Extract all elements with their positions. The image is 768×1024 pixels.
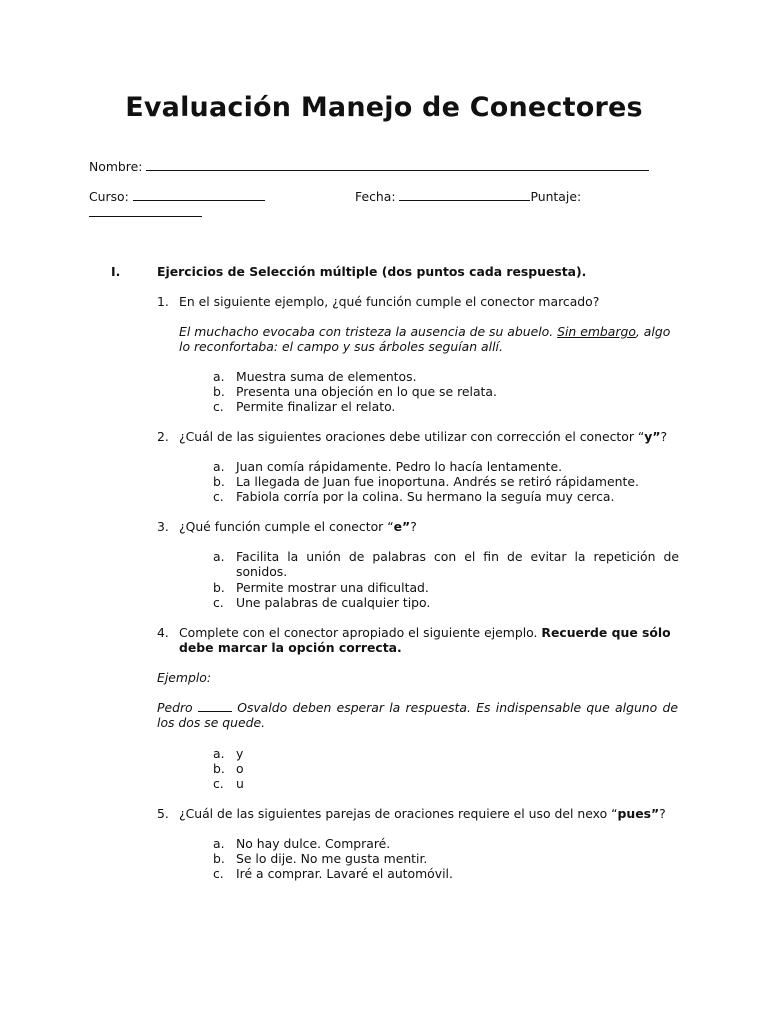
option-letter: c. <box>213 595 224 610</box>
option-text: No hay dulce. Compraré. <box>236 836 391 851</box>
option-letter: c. <box>213 489 224 504</box>
section-numeral: I. <box>111 264 121 279</box>
option-letter: a. <box>213 746 225 761</box>
option-text: Fabiola corría por la colina. Su hermano la seguía muy cerca. <box>236 489 615 504</box>
curso-row <box>89 188 265 204</box>
option-text: Iré a comprar. Lavaré el automóvil. <box>236 866 453 881</box>
question-number: 3. <box>157 519 169 534</box>
nombre-blank[interactable] <box>146 158 649 171</box>
option-letter: a. <box>213 549 225 564</box>
section-title: Ejercicios de Selección múltiple (dos puntos cada respuesta). <box>157 264 587 279</box>
option-letter: c. <box>213 776 224 791</box>
puntaje-row <box>89 204 202 220</box>
example-blank[interactable] <box>198 700 232 712</box>
option-text: Juan comía rápidamente. Pedro lo hacía lentamente. <box>236 459 563 474</box>
q1-example-line-1 <box>179 324 670 339</box>
option-letter: a. <box>213 836 225 851</box>
curso-label: Curso: <box>89 189 129 204</box>
option-letter: a. <box>213 369 225 384</box>
instruction-bold: debe marcar la opción correcta. <box>179 640 402 655</box>
nombre-row <box>89 158 649 174</box>
marked-connector: Sin embargo <box>557 324 636 339</box>
question-number: 5. <box>157 806 169 821</box>
option-text: o <box>236 761 244 776</box>
option-text: La llegada de Juan fue inoportuna. Andrés se retiró rápidamente. <box>236 474 639 489</box>
example-text: Osvaldo deben esperar la respuesta. Es indispensable que alguno de los dos se quede. <box>157 700 678 730</box>
option-text: y <box>236 746 244 761</box>
puntaje-label: Puntaje: <box>530 189 582 204</box>
question-text: ¿Cuál de las siguientes oraciones debe utilizar con corrección el conector “y”? <box>179 429 668 444</box>
option-text: Se lo dije. No me gusta mentir. <box>236 851 428 866</box>
fecha-row <box>355 188 581 204</box>
option-letter: b. <box>213 384 225 399</box>
option-text: Une palabras de cualquier tipo. <box>236 595 431 610</box>
option-text: Permite finalizar el relato. <box>236 399 396 414</box>
fecha-label: Fecha: <box>355 189 396 204</box>
question-number: 2. <box>157 429 169 444</box>
option-text: Facilita la unión de palabras con el fin de evitar la repetición de sonidos. <box>236 549 679 579</box>
question-number: 1. <box>157 294 169 309</box>
example-text: , algo <box>635 324 671 339</box>
puntaje-blank[interactable] <box>89 204 202 217</box>
instruction-bold: Recuerde que sólo <box>541 625 671 640</box>
option-text: Muestra suma de elementos. <box>236 369 417 384</box>
option-letter: b. <box>213 851 225 866</box>
example-text: Pedro <box>157 700 198 715</box>
option-letter: b. <box>213 761 225 776</box>
connector: y” <box>644 429 661 444</box>
fecha-blank[interactable] <box>399 188 530 201</box>
option-text: Permite mostrar una dificultad. <box>236 580 429 595</box>
curso-blank[interactable] <box>133 188 265 201</box>
option-letter: c. <box>213 399 224 414</box>
connector: pues” <box>617 806 660 821</box>
question-text: Complete con el conector apropiado el siguiente ejemplo. Recuerde que sólo <box>179 625 671 640</box>
option-letter: c. <box>213 866 224 881</box>
page-title: Evaluación Manejo de Conectores <box>125 92 643 123</box>
question-text: ¿Cuál de las siguientes parejas de oraciones requiere el uso del nexo “pues”? <box>179 806 666 821</box>
example-label: Ejemplo: <box>157 670 212 685</box>
option-text: u <box>236 776 244 791</box>
question-text: ¿Qué función cumple el conector “e”? <box>179 519 417 534</box>
option-letter: a. <box>213 459 225 474</box>
example-text: El muchacho evocaba con tristeza la ausencia de su abuelo. <box>179 324 558 339</box>
option-text: Presenta una objeción en lo que se relata. <box>236 384 497 399</box>
q4-example <box>157 700 678 730</box>
q1-example-line-2: lo reconfortaba: el campo y sus árboles seguían allí. <box>179 339 503 354</box>
question-text: En el siguiente ejemplo, ¿qué función cumple el conector marcado? <box>179 294 600 309</box>
option-letter: b. <box>213 580 225 595</box>
connector: e” <box>393 519 411 534</box>
option-letter: b. <box>213 474 225 489</box>
nombre-label: Nombre: <box>89 159 143 174</box>
question-number: 4. <box>157 625 169 640</box>
